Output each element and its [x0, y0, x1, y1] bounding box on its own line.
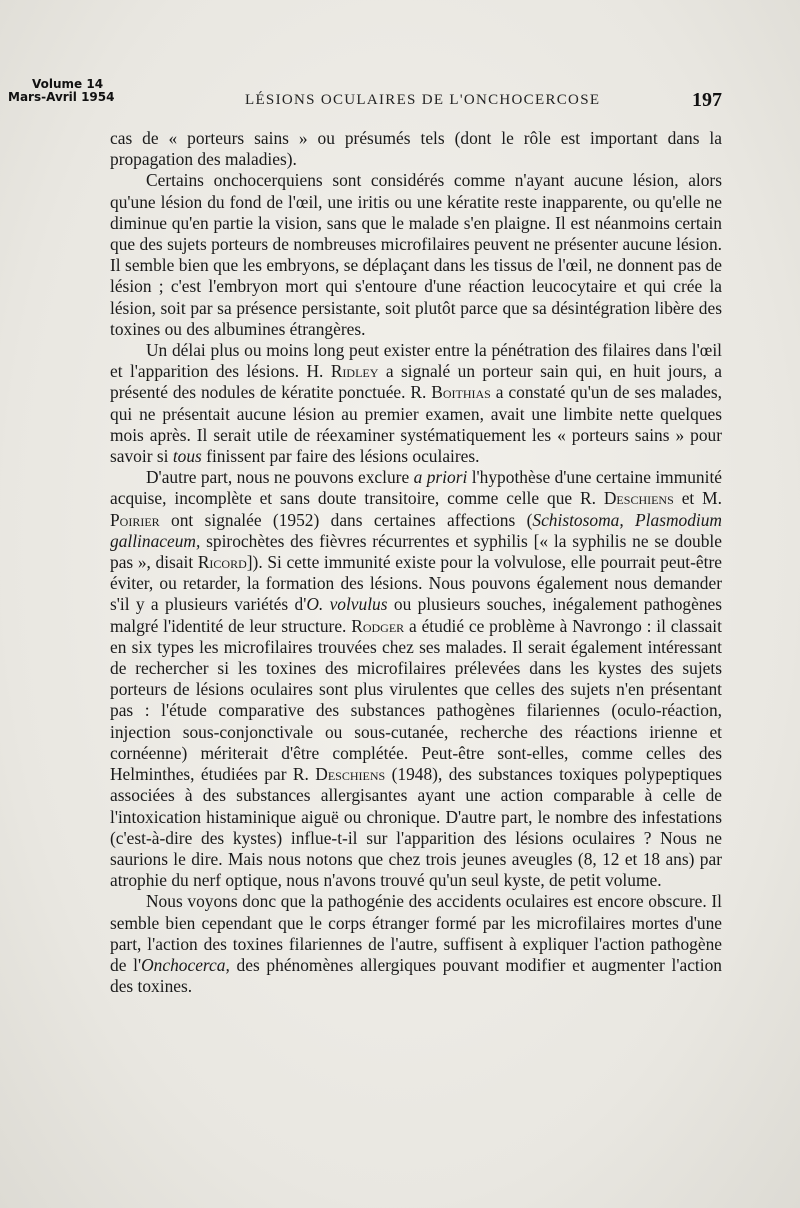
- volume-label: Volume 14: [32, 77, 104, 91]
- italic-term: O. volvulus: [306, 594, 388, 615]
- author-name: Deschiens: [603, 488, 674, 509]
- running-title: LÉSIONS OCULAIRES DE L'ONCHOCERCOSE: [245, 92, 601, 108]
- text-run: Certains onchocerquiens sont considérés comme n'ayant aucune lésion, alors qu'une lésion du fond de l'œil, une iritis ou une kératite reste inapparente, ou qu'elle ne diminue qu'en partie la vision, sans que le malade s'en plaigne. Il est néanmoins certain que des sujets porteurs de nombreuses microfilaires peuvent ne présenter aucune lésion. Il semble bien que les embryons, se déplaçant dans les tissus de l'œil, ne donnent pas de lésion ; c'est l'embryon mort qui s'entoure d'une réaction leucocytaire et qui crée la lésion, soit par sa présence persistante, soit plutôt parce que sa désintégration libère des toxines ou des albumines étrangères.: [110, 170, 722, 339]
- paragraph-4: [110, 467, 722, 891]
- text-run: finissent par faire des lésions oculaires.: [206, 446, 480, 467]
- page-number: 197: [692, 89, 722, 111]
- text-run: des phénomènes allergiques pouvant modifier et augmenter l'action des toxines.: [110, 954, 722, 997]
- author-name: Poirier: [110, 509, 160, 530]
- author-name: Ridley: [330, 361, 379, 382]
- text-run: (1948), des substances toxiques polypeptiques associées à des substances allergisantes ayant une action comparable à celle de l'intoxication histaminique aiguë ou chronique. D'autre part, le nombre des infestations (c'est-à-dire des kystes) influe-t-il sur l'apparition des lésions oculaires ? Nous ne saurions le dire. Mais nous notons que chez trois jeunes aveugles (8, 12 et 18 ans) par atrophie du nerf optique, nous n'avons trouvé qu'un seul kyste, de petit volume.: [110, 764, 722, 891]
- text-run: a étudié ce problème à Navrongo : il classait en six types les microfilaires trouvées chez ses malades. Il serait également intéressant de rechercher si les toxines des microfilaires prélevées dans les kystes des sujets porteurs de lésions oculaires sont plus virulentes que celles des sujets n'en présentant pas : l'étude comparative des substances pathogènes filariennes (oculo-réaction, injection sous-conjonctivale ou sous-cutanée, recherche des réactions irienne et cornéenne) mériterait d'être complétée. Peut-être sont-elles, comme celles des Helminthes, étudiées par R.: [110, 615, 722, 785]
- text-run: et M.: [681, 488, 722, 509]
- italic-term: Onchocerca,: [141, 954, 230, 975]
- issue-label: Mars-Avril 1954: [8, 90, 115, 104]
- text-run: ou plusieurs souches, inégalement pathogènes malgré l'identité de leur structure.: [110, 594, 722, 636]
- italic-term: a priori: [413, 467, 468, 488]
- author-name: Rodger: [351, 615, 405, 636]
- text-run: spirochètes des fièvres récurrentes et syphilis [« la syphilis ne se double pas », disait: [110, 530, 722, 573]
- text-run: cas de « porteurs sains » ou présumés tels (dont le rôle est important dans la propagation des maladies).: [110, 128, 722, 170]
- text-run: a signalé un porteur sain qui, en huit jours, a présenté des nodules de kératite ponctuée. R.: [110, 361, 723, 403]
- paragraph-2: [110, 170, 722, 340]
- article-body: [110, 128, 722, 997]
- paragraph-1: [110, 128, 722, 170]
- text-run: ]). Si cette immunité existe pour la volvulose, elle pourrait peut-être éviter, ou retarder, la formation des lésions. Nous pouvons également nous demander s'il y a plusieurs variétés d': [110, 552, 722, 615]
- volume-issue-label: [8, 78, 114, 104]
- paragraph-3: [110, 340, 722, 467]
- text-run: D'autre part, nous ne pouvons exclure: [146, 467, 410, 488]
- text-run: a constaté qu'un de ses malades, qui ne présentait aucune lésion au premier examen, avait une limbite nette quelques mois après. Il serait utile de réexaminer systématiquement les « porteurs sains » pour savoir si: [110, 382, 722, 467]
- text-run: ont signalée (1952) dans certaines affections (: [171, 509, 533, 530]
- author-name: Ricord: [197, 552, 247, 573]
- text-run: l'hypothèse d'une certaine immunité acquise, incomplète et sans doute transitoire, comme celle que R.: [110, 467, 722, 509]
- italic-term: Schistosoma, Plasmodium gallinaceum,: [110, 509, 722, 551]
- author-name: Boithias: [431, 382, 491, 403]
- text-run: Un délai plus ou moins long peut exister entre la pénétration des filaires dans l'œil et l'apparition des lésions. H.: [110, 340, 722, 382]
- paragraph-5: [110, 891, 722, 997]
- italic-term: tous: [172, 446, 202, 467]
- author-name: Deschiens: [315, 764, 386, 785]
- text-run: Nous voyons donc que la pathogénie des accidents oculaires est encore obscure. Il semble bien cependant que le corps étranger formé par les microfilaires mortes d'une part, l'action des toxines filariennes de l'autre, suffisent à expliquer l'action pathogène de l': [110, 891, 722, 975]
